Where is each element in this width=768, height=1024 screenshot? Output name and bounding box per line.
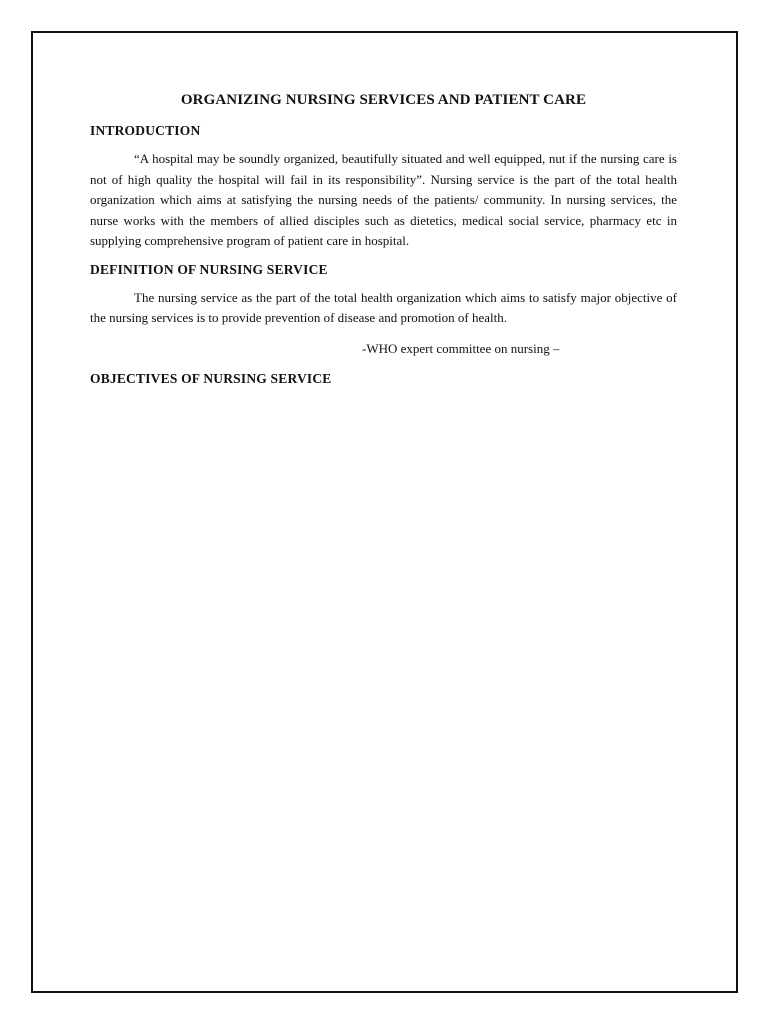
definition-paragraph: The nursing service as the part of the total health organization which aims to satisfy major objective of the nursing services is to provide prevention of disease and promotion of health. — [90, 289, 677, 325]
introduction-paragraph: “A hospital may be soundly organized, beautifully situated and well equipped, nut if the nursing care is not of high quality the hospital will fail in its responsibility”. Nursing service is the part of the total health organization which aims at satisfying the nursing needs of the patients/ community. In nursing services, the nurse works with the members of allied disciples such as dietetics, medical social service, pharmacy etc in supplying comprehensive program of patient care in hospital. — [90, 151, 677, 248]
section-heading-introduction: INTRODUCTION — [90, 123, 201, 138]
definition-attribution: -WHO expert committee on nursing – — [362, 340, 560, 356]
document-title: ORGANIZING NURSING SERVICES AND PATIENT CARE — [180, 92, 587, 108]
section-heading-definition: DEFINITION OF NURSING SERVICE — [90, 261, 328, 277]
document-body — [90, 92, 677, 397]
section-heading-objectives: OBJECTIVES OF NURSING SERVICE — [90, 370, 332, 386]
